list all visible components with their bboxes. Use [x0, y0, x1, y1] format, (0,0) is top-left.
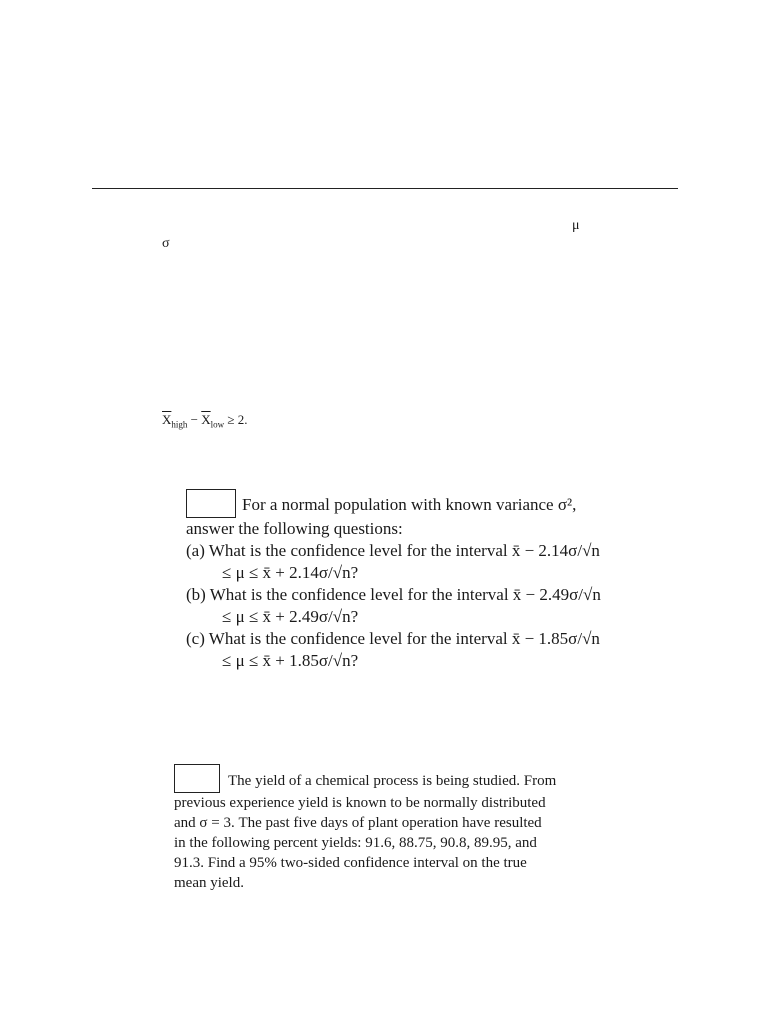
low-subscript: low: [210, 419, 225, 430]
part-c-line1: (c) What is the confidence level for the interval x̄ − 1.85σ/√n: [186, 628, 600, 648]
minus-sign: −: [187, 412, 202, 427]
x-bar-low: $\overline{X}$: [201, 412, 211, 427]
part-b-line1: (b) What is the confidence level for the interval x̄ − 2.49σ/√n: [186, 584, 601, 604]
part-b-line2: ≤ μ ≤ x̄ + 2.49σ/√n?: [222, 606, 359, 626]
problem-number-box: [174, 764, 220, 793]
problem1-intro: For a normal population with known variance σ²,: [242, 495, 577, 514]
x-bar-high: $\overline{X}$: [162, 412, 172, 427]
problem2-line1-row: [174, 770, 604, 793]
part-a-line2: ≤ μ ≤ x̄ + 2.14σ/√n?: [222, 562, 359, 582]
problem-chemical-yield: [174, 770, 604, 893]
problem2-line5: 91.3. Find a 95% two-sided confidence interval on the true: [174, 855, 527, 871]
inequality-expression: [162, 412, 248, 430]
problem2-line3: and σ = 3. The past five days of plant operation have resulted: [174, 815, 542, 831]
part-c-line2: ≤ μ ≤ x̄ + 1.85σ/√n?: [222, 650, 359, 670]
sigma-symbol: σ: [162, 236, 170, 251]
problem2-line1: The yield of a chemical process is being studied. From: [228, 772, 557, 789]
horizontal-rule: [92, 188, 678, 189]
problem2-line2: previous experience yield is known to be normally distributed: [174, 795, 546, 811]
problem-normal-population: [186, 494, 664, 672]
high-subscript: high: [171, 419, 188, 430]
problem2-line4: in the following percent yields: 91.6, 88.75, 90.8, 89.95, and: [174, 835, 537, 851]
problem-number-box: [186, 489, 236, 518]
mu-symbol: μ: [572, 218, 580, 233]
problem1-intro2: answer the following questions:: [186, 518, 403, 538]
part-a-line1: (a) What is the confidence level for the interval x̄ − 2.14σ/√n: [186, 540, 600, 560]
inequality-rest: ≥ 2.: [224, 412, 248, 427]
problem1-intro-line: [186, 494, 664, 518]
problem2-line6: mean yield.: [174, 875, 244, 891]
